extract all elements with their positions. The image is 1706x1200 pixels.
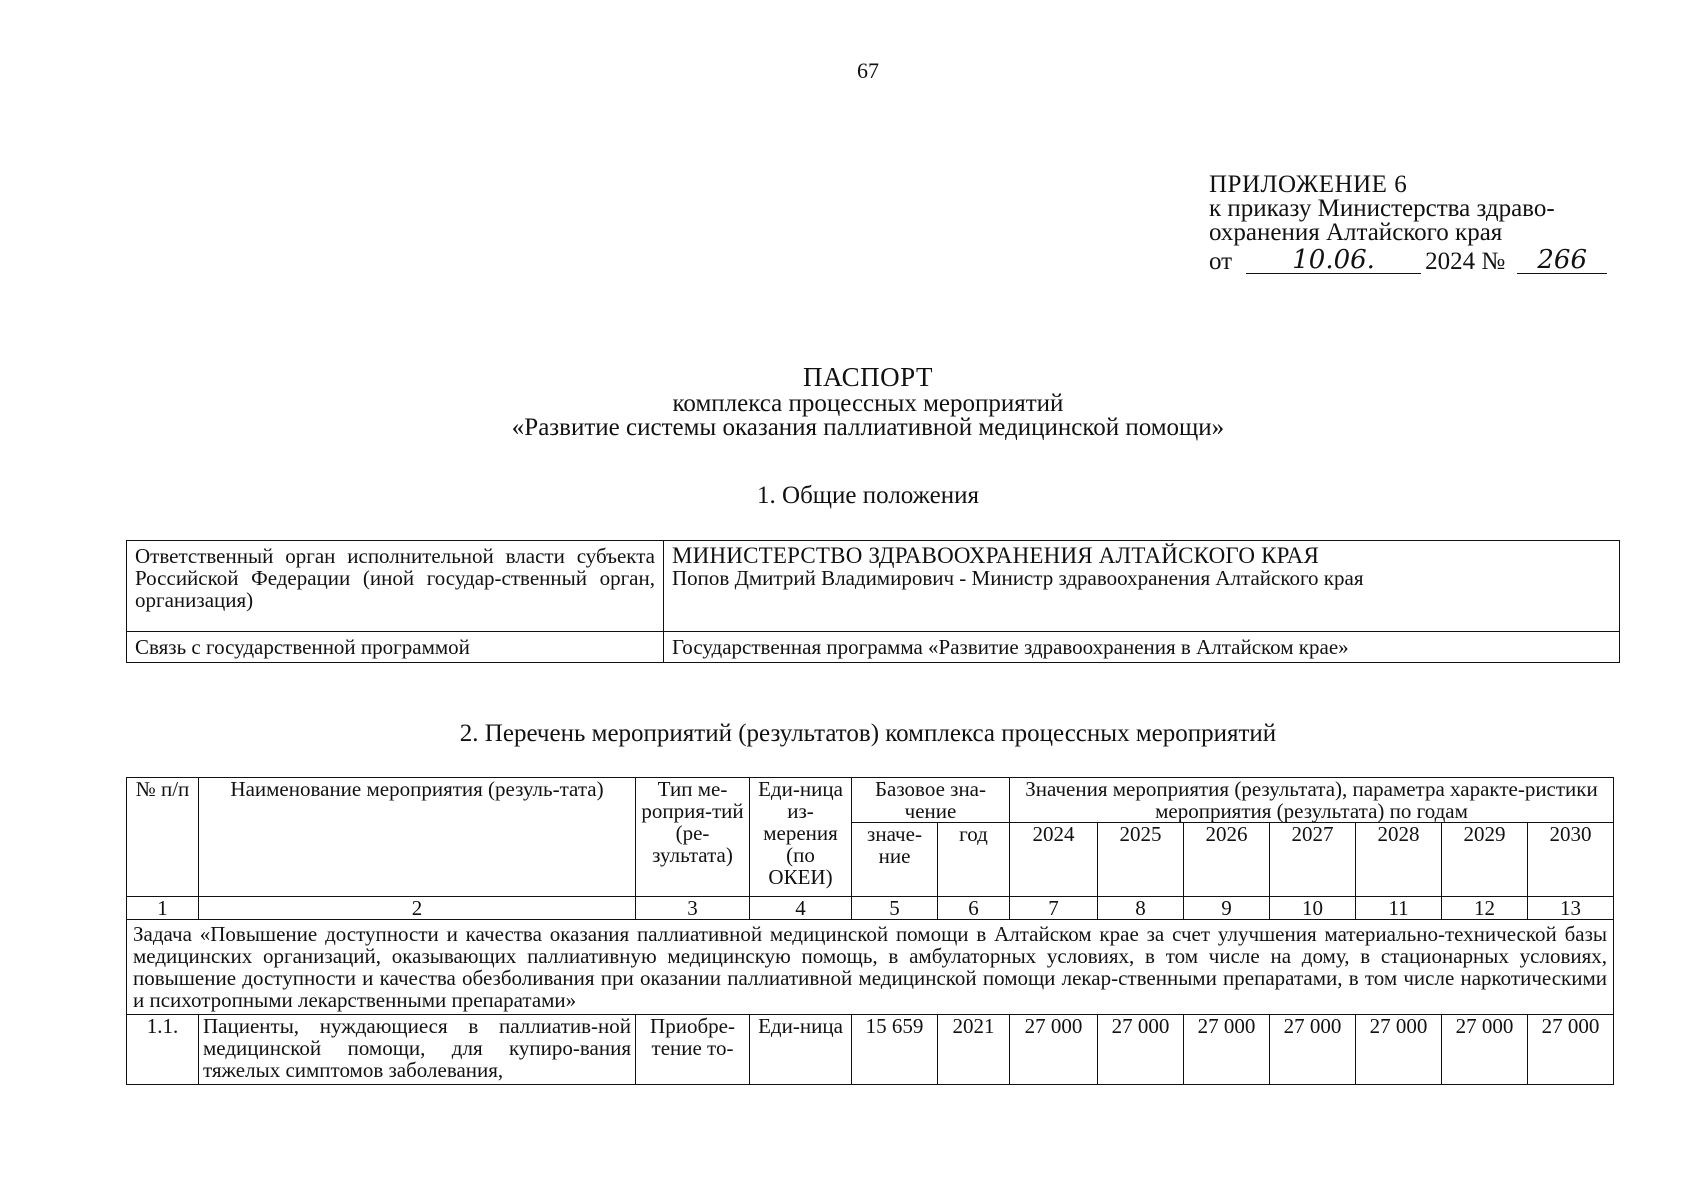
events-table <box>126 777 1614 1085</box>
header-year: 2028 <box>1356 823 1442 897</box>
column-number: 6 <box>938 897 1010 920</box>
passport-title: ПАСПОРТ <box>803 362 933 392</box>
row-base-year: 2021 <box>938 1015 1010 1085</box>
column-number: 5 <box>852 897 938 920</box>
column-number: 8 <box>1098 897 1184 920</box>
annex-date-handwritten: 10.06. <box>1246 247 1421 274</box>
annex-sign-line <box>1209 247 1607 274</box>
annex-line2: охранения Алтайского края <box>1209 219 1503 246</box>
column-number: 1 <box>127 897 199 920</box>
column-number: 12 <box>1442 897 1528 920</box>
table-row <box>127 1015 1614 1085</box>
annex-block <box>1209 173 1607 274</box>
row-num: 1.1. <box>127 1015 199 1085</box>
annex-title: ПРИЛОЖЕНИЕ 6 <box>1209 171 1408 198</box>
row-value: 27 000 <box>1270 1015 1356 1085</box>
header-type: Тип ме-роприя-тий (ре-зультата) <box>636 778 750 897</box>
row-value: 27 000 <box>1184 1015 1270 1085</box>
page-number: 67 <box>857 58 879 83</box>
column-number: 3 <box>636 897 750 920</box>
header-year: 2026 <box>1184 823 1270 897</box>
annex-number-handwritten: 266 <box>1517 247 1607 274</box>
table-row <box>127 632 1620 663</box>
header-base-year: год <box>938 823 1010 897</box>
task-text: Задача «Повышение доступности и качества оказания паллиативной медицинской помощи в Алтайском крае за счет улучшения материально-технической базы медицинских организаций, оказывающих паллиативную медицинскую помощь, в амбулаторных условиях, в том числе на дому, в стационарных условиях, повышение доступности и качества обезболивания при оказании паллиативной медицинской помощи лекар-ственными препаратами, в том числе наркотическими и психотропными лекарственными препаратами» <box>127 920 1614 1015</box>
header-year: 2027 <box>1270 823 1356 897</box>
column-number: 4 <box>750 897 852 920</box>
annex-line1: к приказу Министерства здраво- <box>1209 195 1555 222</box>
passport-subtitle-2: «Развитие системы оказания паллиативной медицинской помощи» <box>511 414 1225 441</box>
column-number: 2 <box>199 897 636 920</box>
column-number: 7 <box>1010 897 1098 920</box>
header-values: Значения мероприятия (результата), параметра характе-ристики мероприятия (результата) по годам <box>1010 778 1614 823</box>
column-number: 9 <box>1184 897 1270 920</box>
column-number-row <box>127 897 1614 920</box>
header-year: 2030 <box>1528 823 1614 897</box>
row-unit: Еди-ница <box>750 1015 852 1085</box>
table-row <box>127 541 1620 632</box>
program-link-value: Государственная программа «Развитие здравоохранения в Алтайском крае» <box>664 632 1620 663</box>
annex-year-label: 2024 № <box>1425 248 1506 275</box>
column-number: 13 <box>1528 897 1614 920</box>
responsible-body-value <box>664 541 1620 632</box>
row-value: 27 000 <box>1442 1015 1528 1085</box>
row-value: 27 000 <box>1356 1015 1442 1085</box>
general-provisions-table <box>126 540 1620 663</box>
header-year: 2024 <box>1010 823 1098 897</box>
row-name: Пациенты, нуждающиеся в паллиатив-ной медицинской помощи, для купиро-вания тяжелых симптомов заболевания, <box>199 1015 636 1085</box>
row-value: 27 000 <box>1098 1015 1184 1085</box>
header-unit: Еди-ница из-мерения (по ОКЕИ) <box>750 778 852 897</box>
annex-from-label: от <box>1209 248 1233 275</box>
section2-title: 2. Перечень мероприятий (результатов) комплекса процессных мероприятий <box>459 720 1277 747</box>
task-row <box>127 920 1614 1015</box>
ministry-name: МИНИСТЕРСТВО ЗДРАВООХРАНЕНИЯ АЛТАЙСКОГО КРАЯ <box>672 543 1320 568</box>
row-base-value: 15 659 <box>852 1015 938 1085</box>
program-link-label: Связь с государственной программой <box>127 632 664 663</box>
header-name: Наименование мероприятия (резуль-тата) <box>199 778 636 897</box>
row-value: 27 000 <box>1010 1015 1098 1085</box>
column-number: 11 <box>1356 897 1442 920</box>
header-num: № п/п <box>127 778 199 897</box>
header-year: 2029 <box>1442 823 1528 897</box>
passport-subtitle-1: комплекса процессных мероприятий <box>672 390 1064 417</box>
header-base-value: значе-ние <box>852 823 938 897</box>
column-number: 10 <box>1270 897 1356 920</box>
section1-title: 1. Общие положения <box>757 482 979 509</box>
header-base: Базовое зна-чение <box>852 778 1010 823</box>
header-year: 2025 <box>1098 823 1184 897</box>
minister-name: Попов Дмитрий Владимирович - Министр здравоохранения Алтайского края <box>672 566 1364 590</box>
responsible-body-label: Ответственный орган исполнительной власти субъекта Российской Федерации (иной государ-ственный орган, организация) <box>127 541 664 632</box>
row-value: 27 000 <box>1528 1015 1614 1085</box>
header-row <box>127 778 1614 823</box>
passport-header <box>0 362 1706 441</box>
row-type: Приобре-тение то- <box>636 1015 750 1085</box>
